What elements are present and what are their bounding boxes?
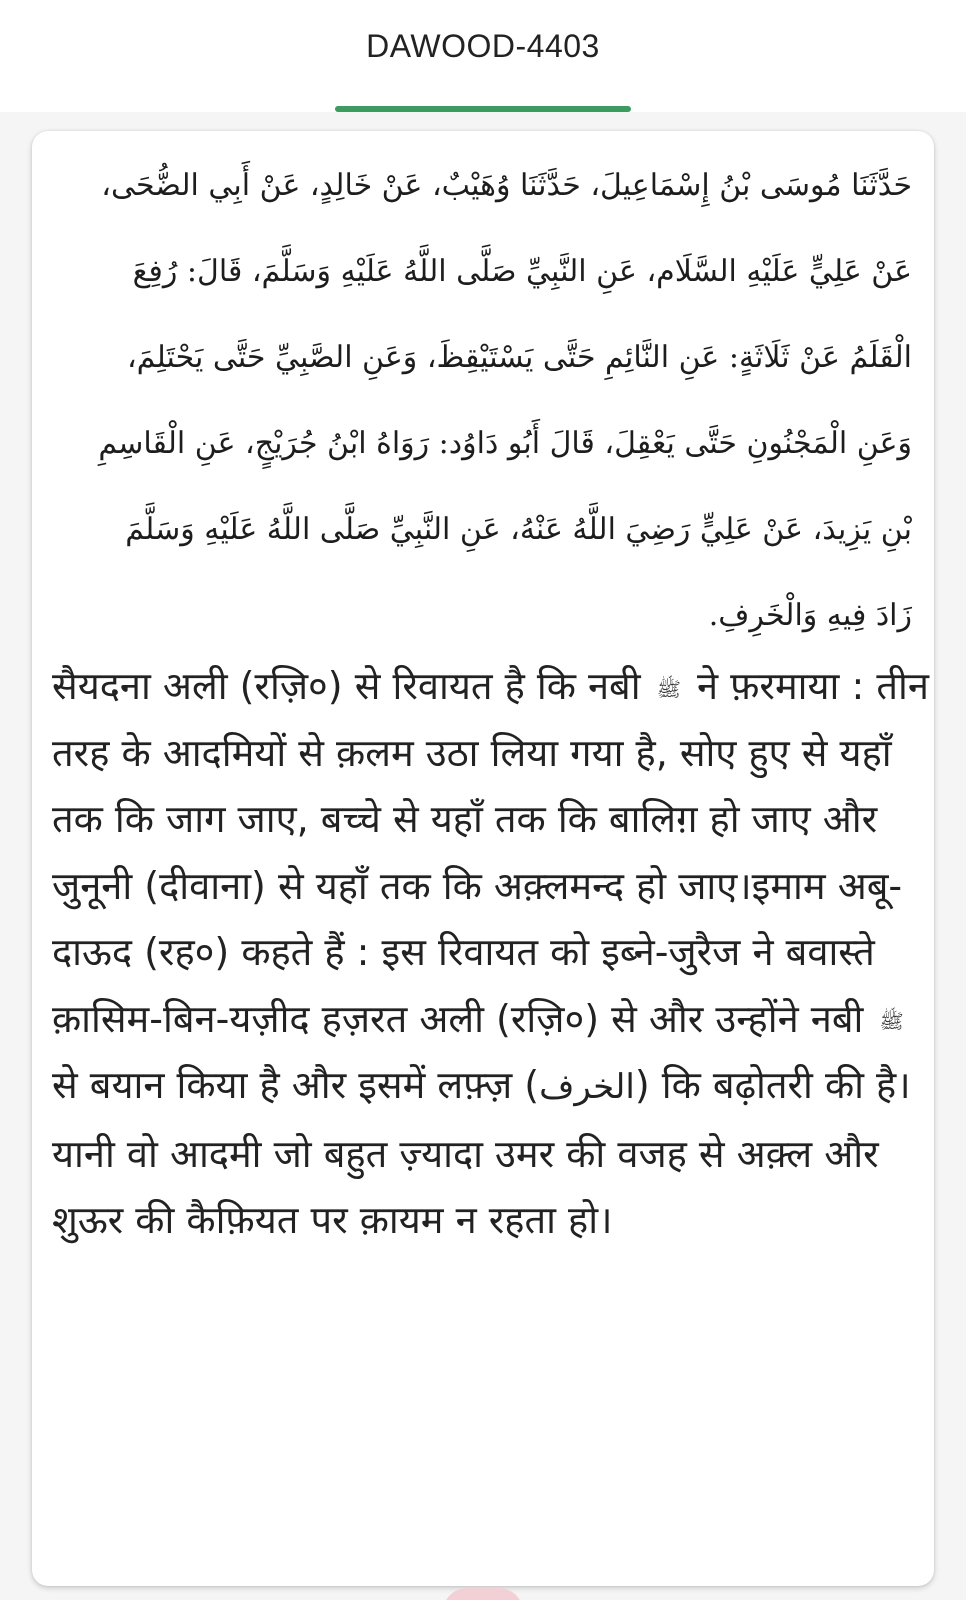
tab-dawood-4403[interactable] (335, 0, 631, 112)
hindi-text-part-2: ने फ़रमाया : तीन तरह के आदमियों से क़लम उठा लिया गया है, सोए हुए से यहाँ तक कि जाग जाए, बच्चे से यहाँ तक कि बालिग़ हो जाए और जुनूनी (दीवाना) से यहाँ तक कि अक़्लमन्द हो जाए।इमाम अबू-दाऊद (रह०) कहते हैं : इस रिवायत को इब्ने-जुरैज ने बवास्ते क़ासिम-बिन-यज़ीद हज़रत अली (रज़ि०) से और उन्होंने नबी (52, 664, 929, 1041)
arabic-word: الخرف (539, 1067, 635, 1107)
hindi-text-part-3: से बयान किया है और इसमें लफ़्ज़ ( (52, 1063, 540, 1107)
hadith-card[interactable] (32, 131, 934, 1586)
pbuh-icon: ﷺ (656, 676, 681, 701)
tab-label: DAWOOD-4403 (366, 28, 600, 64)
hindi-text-part-4: ) कि बढ़ोतरी की है। यानी वो आदमी जो बहुत ज़्यादा उमर की वजह से अक़्ल और शुऊर की कैफ़ियत पर क़ायम न रहता हो। (52, 1063, 911, 1242)
tab-bar (0, 0, 966, 112)
arabic-text: حَدَّثَنَا مُوسَى بْنُ إِسْمَاعِيلَ، حَدَّثَنَا وُهَيْبٌ، عَنْ خَالِدٍ، عَنْ أَبِي الضُّحَى، عَنْ عَلِيٍّ عَلَيْهِ السَّلَام، عَنِ النَّبِيِّ صَلَّى اللَّهُ عَلَيْهِ وَسَلَّمَ، قَالَ: رُفِعَ الْقَلَمُ عَنْ ثَلَاثَةٍ: عَنِ النَّائِمِ حَتَّى يَسْتَيْقِظَ، وَعَنِ الصَّبِيِّ حَتَّى يَحْتَلِمَ، وَعَنِ الْمَجْنُونِ حَتَّى يَعْقِلَ، قَالَ أَبُو دَاوُد: رَوَاهُ ابْنُ جُرَيْجٍ، عَنِ الْقَاسِمِ بْنِ يَزِيدَ، عَنْ عَلِيٍّ رَضِيَ اللَّهُ عَنْهُ، عَنِ النَّبِيِّ صَلَّى اللَّهُ عَلَيْهِ وَسَلَّمَ زَادَ فِيهِ وَالْخَرِفِ. (98, 168, 912, 633)
hindi-translation (52, 653, 932, 1254)
pbuh-icon: ﷺ (879, 1009, 904, 1033)
floating-button-edge[interactable] (443, 1588, 523, 1600)
hindi-text-part-1: सैयदना अली (रज़ि०) से रिवायत है कि नबी (52, 664, 653, 708)
tab-indicator (335, 106, 631, 112)
